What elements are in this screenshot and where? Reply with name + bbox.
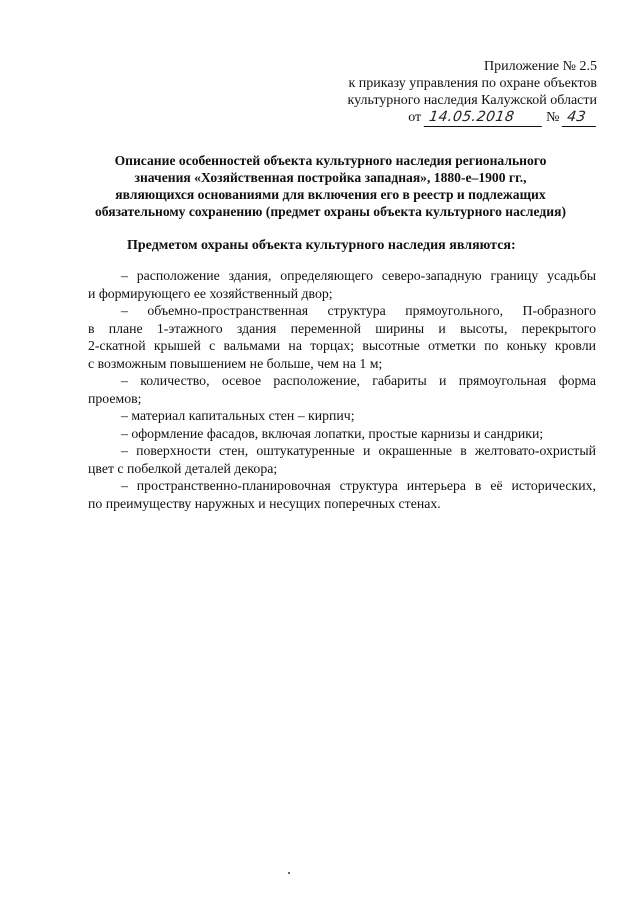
appendix-header: [297, 58, 597, 127]
list-item: [88, 442, 596, 477]
item-line: – материал капитальных стен – кирпич;: [121, 408, 355, 423]
page-mark: [288, 872, 290, 874]
appendix-date-number: [297, 109, 597, 127]
appendix-authority: культурного наследия Калужской области: [347, 93, 597, 108]
item-line: с возможным повышением не больше, чем на 1 м;: [88, 355, 383, 371]
item-line: по преимуществу наружных и несущих поперечных стенах.: [88, 495, 441, 511]
list-item: [88, 407, 596, 425]
handwritten-number: 43: [562, 109, 599, 127]
item-line: в плане 1-этажного здания переменной ширины и высоты, перекрытого: [88, 320, 596, 336]
item-line: – количество, осевое расположение, габариты и прямоугольная форма: [121, 373, 596, 388]
section-heading: Предметом охраны объекта культурного наследия являются:: [127, 238, 516, 253]
item-line: проемов;: [88, 390, 142, 406]
item-line: и формирующего ее хозяйственный двор;: [88, 285, 333, 301]
list-item: [88, 267, 596, 302]
title-line: значения «Хозяйственная постройка западная», 1880-е–1900 гг.,: [134, 170, 527, 185]
item-line: – поверхности стен, оштукатуренные и окрашенные в желтовато-охристый: [121, 443, 596, 458]
list-item: [88, 372, 596, 407]
document-title: [78, 152, 583, 220]
appendix-title: Приложение № 2.5: [484, 59, 597, 74]
number-prefix: №: [546, 110, 560, 125]
date-prefix: от: [408, 110, 422, 125]
title-line: Описание особенностей объекта культурного наследия регионального: [114, 153, 547, 168]
title-line: обязательному сохранению (предмет охраны объекта культурного наследия): [94, 204, 567, 219]
title-line: являющихся основаниями для включения его в реестр и подлежащих: [115, 187, 546, 202]
appendix-order-ref: к приказу управления по охране объектов: [348, 76, 597, 91]
handwritten-date: 14.05.2018: [423, 109, 544, 127]
list-item: [88, 477, 596, 512]
item-line: – расположение здания, определяющего северо-западную границу усадьбы: [121, 268, 596, 283]
list-item: [88, 425, 596, 443]
item-line: – оформление фасадов, включая лопатки, простые карнизы и сандрики;: [121, 425, 544, 441]
item-line: – пространственно-планировочная структура интерьера в её исторических,: [121, 478, 596, 493]
item-line: – объемно-пространственная структура прямоугольного, П-образного: [121, 303, 596, 318]
protection-items-list: [88, 267, 596, 512]
list-item: [88, 302, 596, 372]
item-line: 2-скатной крышей с вальмами на торцах; высотные отметки по коньку кровли: [88, 338, 596, 353]
item-line: цвет с побелкой деталей декора;: [88, 460, 278, 476]
